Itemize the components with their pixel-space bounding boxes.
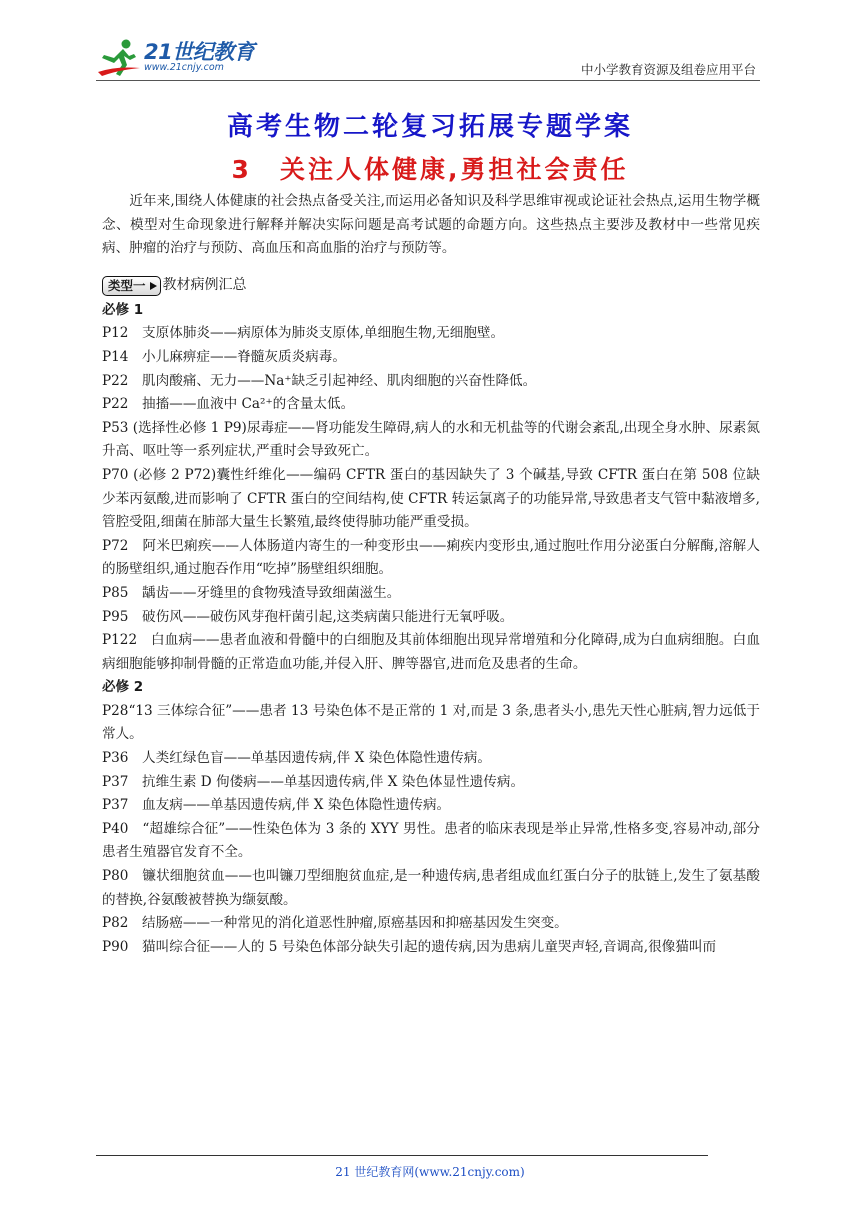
list-item: P12 支原体肺炎——病原体为肺炎支原体,单细胞生物,无细胞壁。: [102, 325, 505, 342]
list-item: P22 肌肉酸痛、无力——Na⁺缺乏引起神经、肌肉细胞的兴奋性降低。: [102, 372, 537, 389]
footer-divider: [96, 1155, 708, 1156]
list-item: P90 猫叫综合征——人的 5 号染色体部分缺失引起的遗传病,因为患病儿童哭声轻,音调高,很像猫叫而: [102, 938, 717, 955]
list-item: P40 “超雄综合征”——性染色体为 3 条的 XYY 男性。患者的临床表现是举止异常,性格多变,容易冲动,部分患者生殖器官发育不全。: [102, 820, 760, 861]
type-heading: [102, 273, 760, 299]
section-heading-bixiu2: 必修 2: [102, 679, 144, 696]
page-title: 高考生物二轮复习拓展专题学案: [226, 112, 633, 142]
list-item: P37 血友病——单基因遗传病,伴 X 染色体隐性遗传病。: [102, 797, 451, 814]
page-header: [96, 36, 756, 80]
site-logo[interactable]: [96, 36, 266, 78]
list-item: P36 人类红绿色盲——单基因遗传病,伴 X 染色体隐性遗传病。: [102, 750, 491, 767]
list-item: P85 龋齿——牙缝里的食物残渣导致细菌滋生。: [102, 584, 401, 601]
list-item: P82 结肠癌——一种常见的消化道恶性肿瘤,原癌基因和抑癌基因发生突变。: [102, 915, 568, 932]
list-item: P53 (选择性必修 1 P9)尿毒症——肾功能发生障碍,病人的水和无机盐等的代谢会紊乱,出现全身水肿、尿素氮升高、呕吐等一系列症状,严重时会导致死亡。: [102, 419, 760, 460]
list-item: P80 镰状细胞贫血——也叫镰刀型细胞贫血症,是一种遗传病,患者组成血红蛋白分子的肽链上,发生了氨基酸的替换,谷氨酸被替换为缬氨酸。: [102, 868, 760, 908]
runner-logo-icon: [96, 38, 142, 78]
list-item: P95 破伤风——破伤风芽孢杆菌引起,这类病菌只能进行无氧呼吸。: [102, 608, 514, 625]
header-divider: [96, 80, 760, 81]
list-item: P22 抽搐——血液中 Ca²⁺的含量太低。: [102, 396, 355, 413]
list-item: P122 白血病——患者血液和骨髓中的白细胞及其前体细胞出现异常增殖和分化障碍,成为白血病细胞。白血病细胞能够抑制骨髓的正常造血功能,并侵入肝、脾等器官,进而危及患者的生命。: [102, 632, 760, 672]
list-item: P70 (必修 2 P72)囊性纤维化——编码 CFTR 蛋白的基因缺失了 3 个碱基,导致 CFTR 蛋白在第 508 位缺少苯丙氨酸,进而影响了 CFTR 蛋白的空间结构,使 CFTR 转运氯离子的功能异常,导致患者支气管中黏液增多,管腔受阻,细菌在肺部大量生长繁殖,最终使得肺功能严重受损。: [102, 466, 760, 531]
footer-link[interactable]: 21 世纪教育网(www.21cnjy.com): [335, 1165, 525, 1179]
list-item: P14 小儿麻痹症——脊髓灰质炎病毒。: [102, 348, 346, 365]
type-badge: 类型一: [102, 276, 161, 296]
list-item: P37 抗维生素 D 佝偻病——单基因遗传病,伴 X 染色体显性遗传病。: [102, 773, 525, 790]
page-subtitle: 3 关注人体健康,勇担社会责任: [231, 155, 629, 184]
list-item: P72 阿米巴痢疾——人体肠道内寄生的一种变形虫——痢疾内变形虫,通过胞吐作用分泌蛋白分解酶,溶解人的肠壁组织,通过胞吞作用“吃掉”肠壁组织细胞。: [102, 537, 760, 578]
logo-url: www.21cnjy.com: [144, 62, 224, 73]
logo-text: 21世纪教育: [144, 40, 255, 64]
platform-name: 中小学教育资源及组卷应用平台: [580, 62, 756, 77]
type-title: 教材病例汇总: [162, 276, 247, 293]
list-item: P28“13 三体综合征”——患者 13 号染色体不是正常的 1 对,而是 3 条,患者头小,患先天性心脏病,智力远低于常人。: [102, 702, 760, 743]
intro-paragraph: 近年来,围绕人体健康的社会热点备受关注,而运用必备知识及科学思维审视或论证社会热点,运用生物学概念、模型对生命现象进行解释并解决实际问题是高考试题的命题方向。这些热点主要涉及教材中一些常见疾病、肿瘤的治疗与预防、高血压和高血脂的治疗与预防等。: [102, 193, 760, 257]
document-body: [102, 190, 760, 959]
section-heading-bixiu1: 必修 1: [102, 301, 144, 318]
